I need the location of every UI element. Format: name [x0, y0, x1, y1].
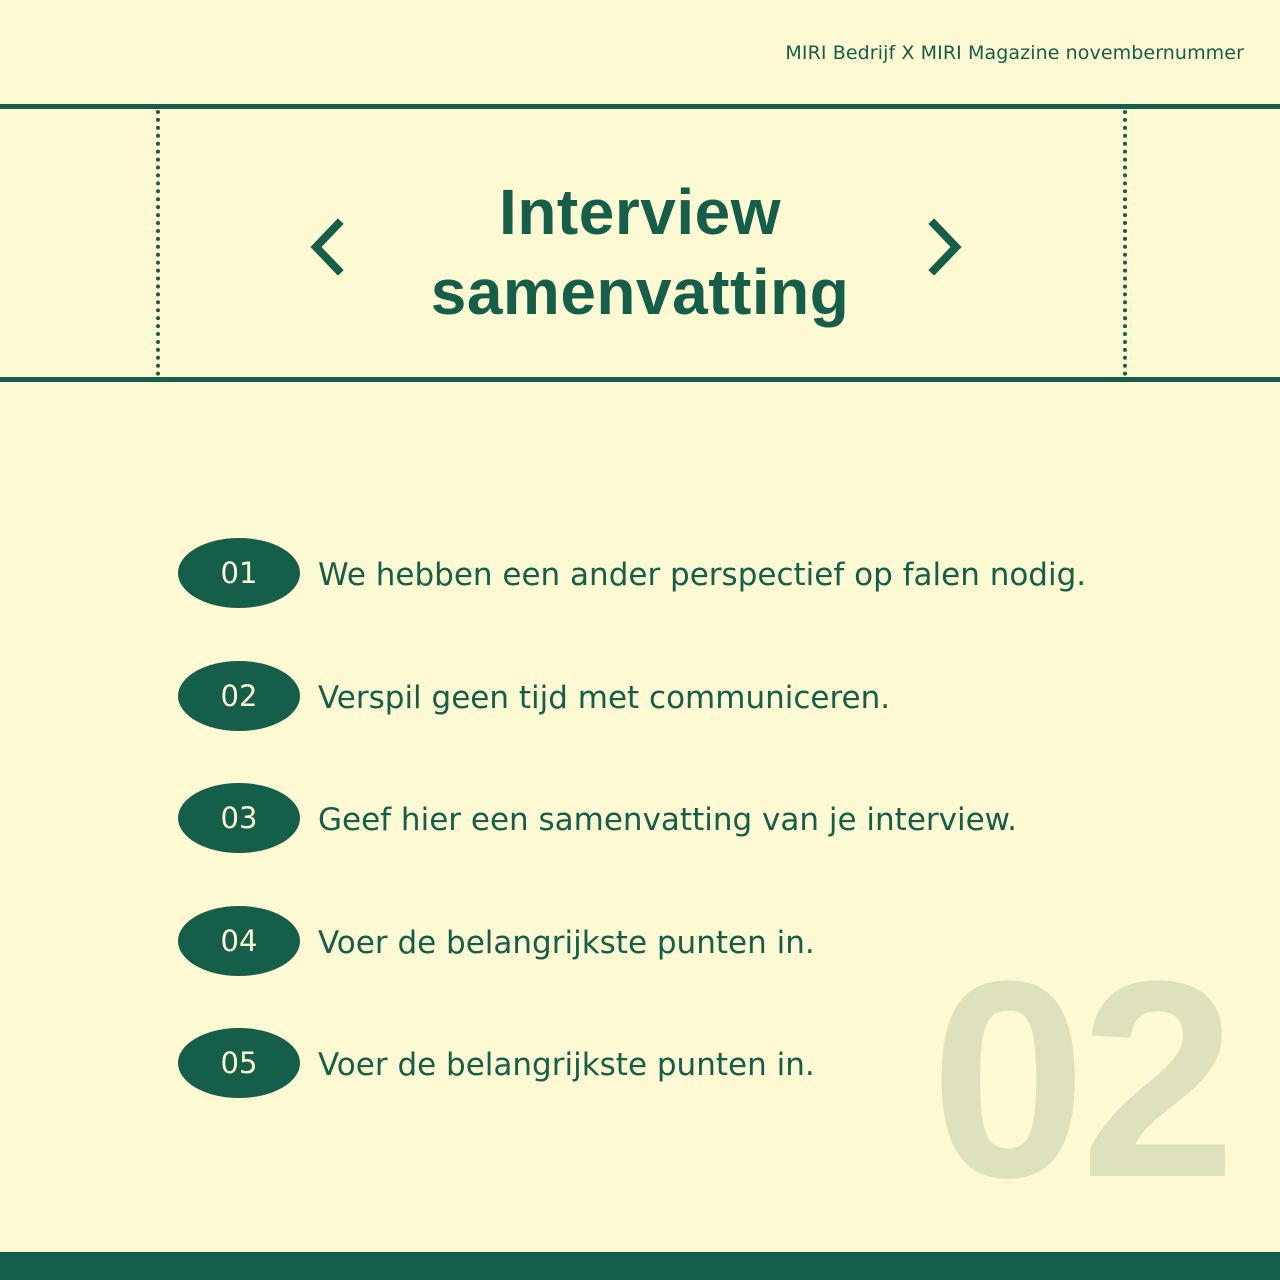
chevron-right-icon[interactable]	[922, 214, 972, 280]
item-number-badge: 05	[178, 1028, 300, 1098]
item-text: Voer de belangrijkste punten in.	[318, 925, 815, 961]
item-number-badge: 02	[178, 661, 300, 731]
list-item	[178, 661, 1138, 731]
page-number-watermark: 02	[930, 924, 1230, 1236]
bottom-divider	[0, 377, 1280, 382]
item-number-badge: 01	[178, 538, 300, 608]
item-text: Voer de belangrijkste punten in.	[318, 1047, 815, 1083]
item-number-badge: 04	[178, 906, 300, 976]
page-title	[0, 172, 1280, 332]
title-line-1: Interview	[499, 176, 781, 248]
top-divider	[0, 104, 1280, 109]
item-text: We hebben een ander perspectief op falen nodig.	[318, 557, 1087, 593]
item-text: Verspil geen tijd met communiceren.	[318, 680, 891, 716]
title-line-2: samenvatting	[430, 256, 850, 328]
list-item	[178, 538, 1138, 608]
footer-bar	[0, 1252, 1280, 1280]
item-text: Geef hier een samenvatting van je interview.	[318, 802, 1018, 838]
item-number-badge: 03	[178, 783, 300, 853]
header-caption: MIRI Bedrijf X MIRI Magazine novembernummer	[785, 42, 1244, 64]
list-item	[178, 783, 1138, 853]
